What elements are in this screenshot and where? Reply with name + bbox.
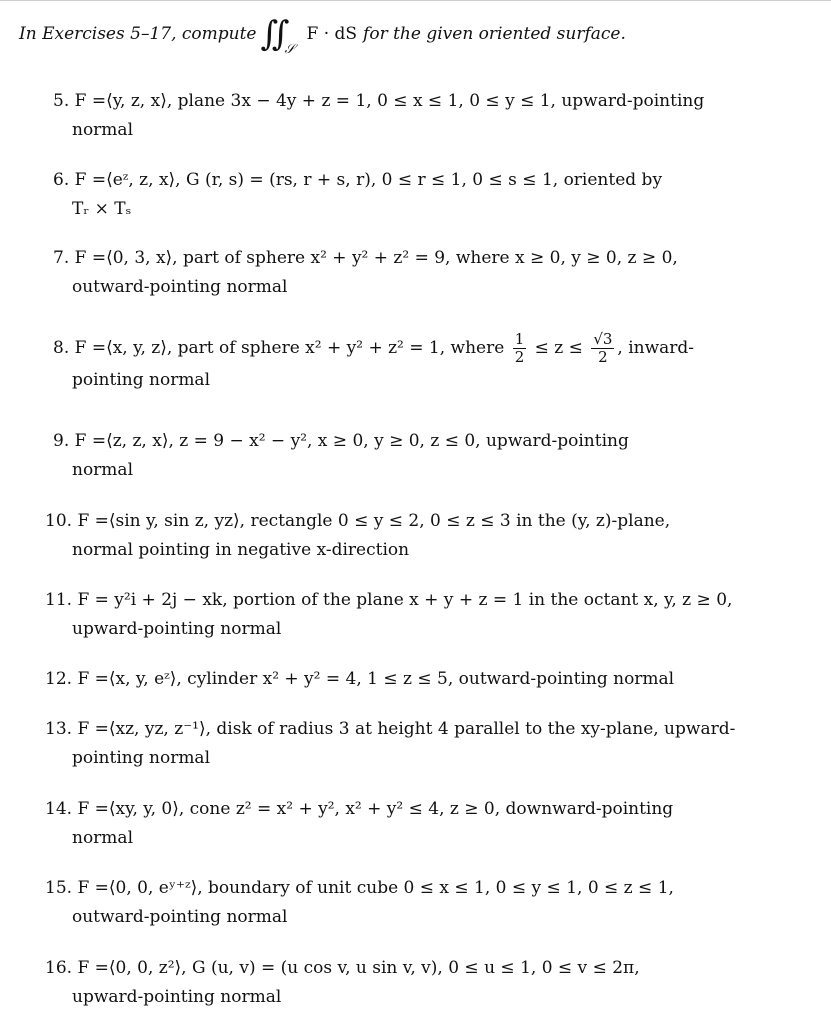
fraction-numerator: 1	[514, 330, 525, 348]
inequality-middle: ≤ z ≤	[534, 338, 583, 358]
exercise-line: 5. F =⟨y, z, x⟩, plane 3x − 4y + z = 1, 0 ≤ x ≤ 1, 0 ≤ y ≤ 1, upward-pointing	[53, 91, 705, 111]
exercise-15	[45, 874, 821, 932]
exercise-continuation: Tᵣ × Tₛ	[72, 199, 132, 219]
exercise-12	[45, 665, 821, 694]
exercise-text-end: , inward-	[617, 338, 695, 358]
double-integral-sign: ∬	[260, 14, 281, 54]
exercise-8	[53, 331, 821, 395]
exercise-6	[53, 166, 821, 224]
exercise-line: 14. F =⟨xy, y, 0⟩, cone z² = x² + y², x² + y² ≤ 4, z ≥ 0, downward-pointing	[45, 799, 674, 819]
exercise-continuation: normal	[72, 120, 134, 140]
fraction-sqrt3-over-2	[591, 331, 614, 366]
exercise-13	[45, 715, 821, 773]
fraction-denominator: 2	[514, 348, 525, 366]
exercise-text: 8. F =⟨x, y, z⟩, part of sphere x² + y² + z² = 1, where	[53, 338, 505, 358]
integrand: F · dS	[306, 24, 358, 44]
exercise-line: 9. F =⟨z, z, x⟩, z = 9 − x² − y², x ≥ 0, y ≥ 0, z ≤ 0, upward-pointing	[53, 431, 629, 451]
fraction-one-half	[513, 331, 527, 366]
exercise-line: 12. F =⟨x, y, eᶻ⟩, cylinder x² + y² = 4, 1 ≤ z ≤ 5, outward-pointing normal	[45, 669, 675, 689]
exercise-11	[45, 586, 821, 644]
instructions-suffix: for the given oriented surface.	[363, 24, 626, 44]
exercise-line: 7. F =⟨0, 3, x⟩, part of sphere x² + y² + z² = 9, where x ≥ 0, y ≥ 0, z ≥ 0,	[53, 248, 678, 268]
integral-subscript: 𝒮	[284, 42, 295, 57]
exercise-9	[53, 427, 821, 485]
exercise-continuation: pointing normal	[72, 748, 211, 768]
fraction-numerator: √3	[593, 330, 613, 348]
exercise-continuation: normal	[72, 460, 134, 480]
exercise-continuation: normal	[72, 828, 134, 848]
exercise-continuation: pointing normal	[72, 370, 211, 390]
exercise-5	[53, 87, 821, 145]
exercise-line: 16. F =⟨0, 0, z²⟩, G (u, v) = (u cos v, u sin v, v), 0 ≤ u ≤ 1, 0 ≤ v ≤ 2π,	[45, 958, 640, 978]
exercise-continuation: normal pointing in negative x-direction	[72, 540, 410, 560]
fraction-denominator: 2	[598, 348, 608, 366]
exercise-continuation: upward-pointing normal	[72, 987, 282, 1007]
exercise-continuation: outward-pointing normal	[72, 907, 288, 927]
exercise-7	[53, 244, 821, 302]
exercise-continuation: outward-pointing normal	[72, 277, 288, 297]
exercise-line: 13. F =⟨xz, yz, z⁻¹⟩, disk of radius 3 at height 4 parallel to the xy-plane, upward-	[45, 719, 736, 739]
exercise-line: 15. F =⟨0, 0, eʸ⁺ᶻ⟩, boundary of unit cube 0 ≤ x ≤ 1, 0 ≤ y ≤ 1, 0 ≤ z ≤ 1,	[45, 878, 674, 898]
exercise-line: 10. F =⟨sin y, sin z, yz⟩, rectangle 0 ≤ y ≤ 2, 0 ≤ z ≤ 3 in the (y, z)-plane,	[45, 511, 671, 531]
surface-integral-symbol	[260, 14, 295, 57]
exercise-14	[45, 795, 821, 853]
instructions-header	[19, 9, 819, 59]
exercise-10	[45, 507, 821, 565]
exercise-line: 11. F = y²i + 2j − xk, portion of the plane x + y + z = 1 in the octant x, y, z ≥ 0,	[45, 590, 733, 610]
exercise-continuation: upward-pointing normal	[72, 619, 282, 639]
exercise-line	[53, 331, 821, 366]
exercise-16	[45, 954, 821, 1012]
instructions-prefix: In Exercises 5–17, compute	[19, 24, 257, 44]
exercise-line: 6. F =⟨eᶻ, z, x⟩, G (r, s) = (rs, r + s, r), 0 ≤ r ≤ 1, 0 ≤ s ≤ 1, oriented by	[53, 170, 663, 190]
